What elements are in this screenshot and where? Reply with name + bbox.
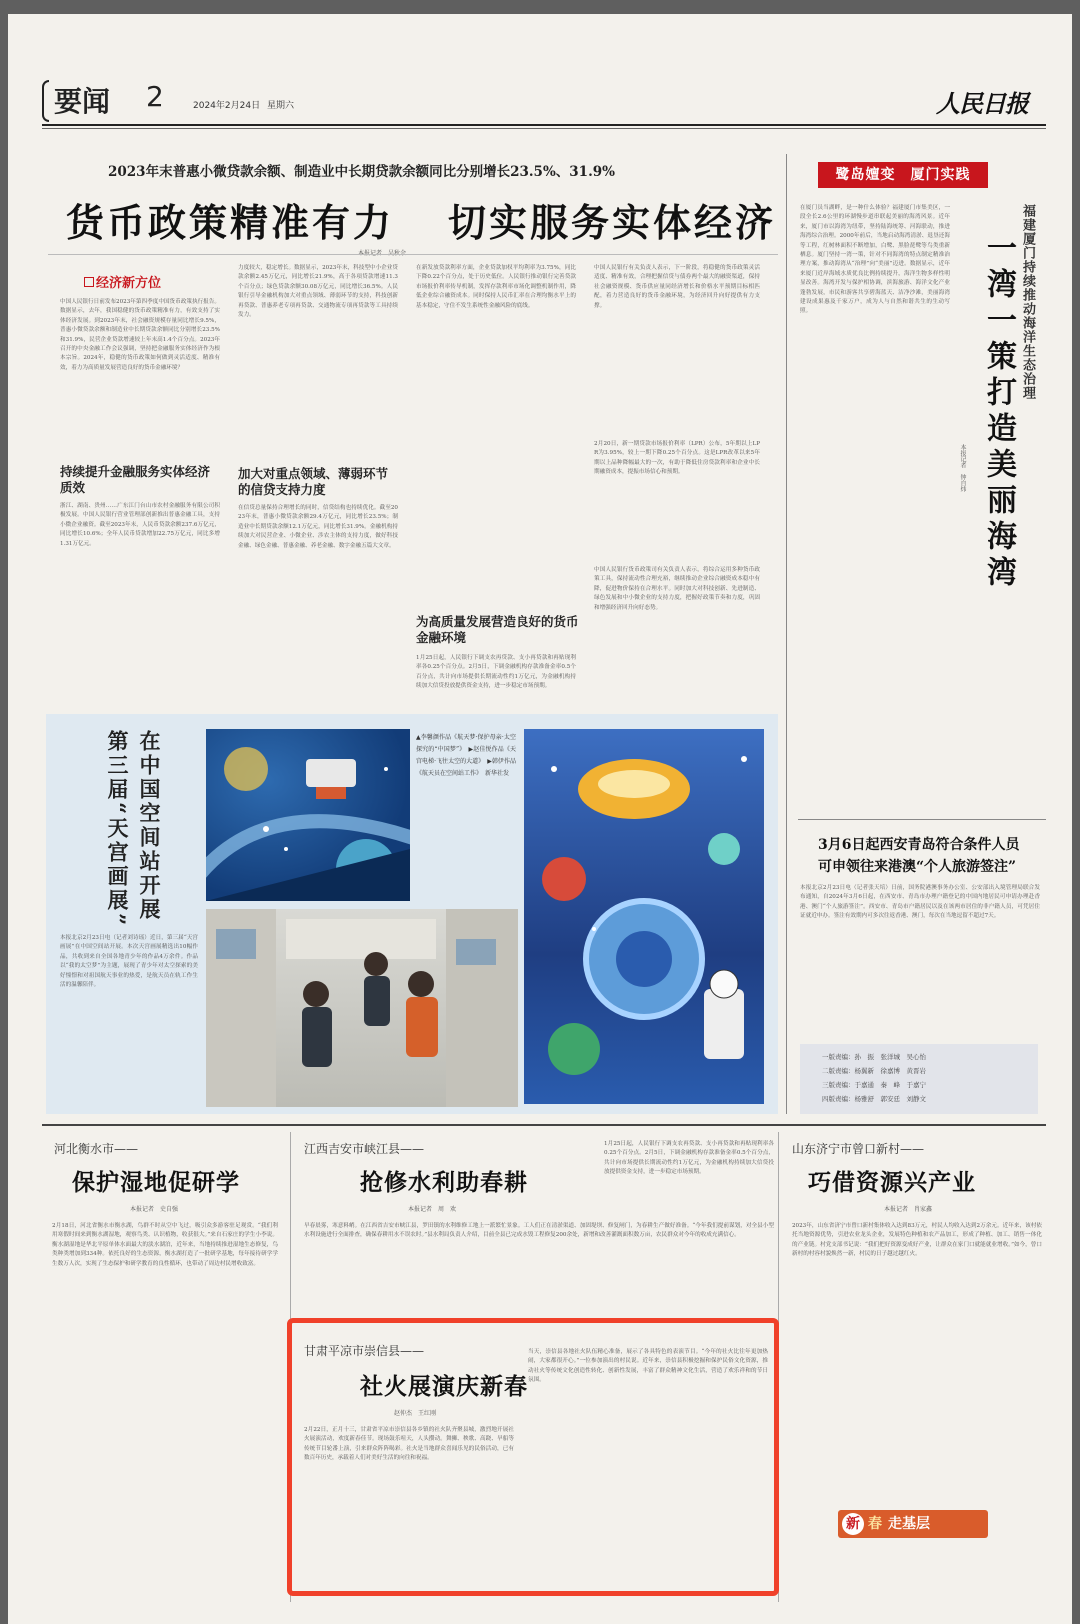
lead-body-col1a: 中国人民银行日前发布2023年第四季度中国货币政策执行报告。数据显示，去年，我国稳健的货币政策精准有力，有效支持了实体经济发展。到2023年末，社会融资规模存量同比增长9.5%，普惠小微贷款余额和制造业中长期贷款余额同比分别增长23.5%和31.9%，民营企业贷款增速较上年末高1.4个百分点。2023年召开的中央金融工作会议强调，坚持把金融服务实体经济作为根本宗旨。2024年，稳健的货币政策如何做到灵活适度、精准有效，着力为高质量发展营造良好的货币金融环境？ bbox=[60, 299, 220, 371]
art-title-main: 在中国空间站开展 bbox=[137, 730, 162, 922]
column-tag-icon bbox=[84, 277, 94, 287]
badge-char-2: 春 bbox=[868, 1516, 882, 1532]
lead-body-col3b: 1月25日起，人民银行下调支农再贷款、支小再贷款和再贴现利率各0.25个百分点。2月5日，下调金融机构存款准备金率0.5个百分点，共计向市场提供长期流动性约1万亿元，为金融机构持续加大信贷投放提供资金支持，进一步稳定市场预期。 bbox=[416, 655, 576, 690]
art-title-sub: 第三届“天宫画展” bbox=[105, 730, 130, 929]
lead-subhead-1: 持续提升金融服务实体经济质效 bbox=[60, 464, 211, 495]
story-c-headline: 巧借资源兴产业 bbox=[808, 1169, 976, 1196]
story-a-body: 2月18日，河北省衡水市衡水湖，鸟群不时从空中飞过，吸引众多游客驻足观赏。“我们利用寒假时间来到衡水湖湿地，观察鸟类、认识植物，收获很大。”来自石家庄的学生小李说。衡水湖湿地是华北平原单体水面最大的淡水湖泊，近年来，当地持续推进湿地生态修复，鸟类种类增加到334种。依托良好的生态资源，衡水湖打造了一批研学基地，每年接待研学学生数万人次，实现了生态保护和研学教育的良性循环，也带动了周边村民增收致富。 bbox=[52, 1223, 278, 1267]
story-d-byline: 赵仲杰 王红刚 bbox=[394, 1410, 437, 1417]
story-a-byline: 本报记者 史自强 bbox=[130, 1206, 179, 1213]
highlight-box bbox=[287, 1318, 779, 1596]
story-c-region: 山东济宁市曾口新村—— bbox=[792, 1142, 925, 1156]
lead-headline-right: 切实服务实体经济 bbox=[448, 200, 777, 245]
story-d-body-1: 2月22日，正月十三，甘肃省平凉市崇信县各乡镇的社火队齐聚县城，激烈地开展社火展演活动，欢度新春佳节。现场鼓乐喧天，人头攒动。舞狮、秧歌、高跷、旱船等传统节目轮番上演，引来群众阵阵喝彩。社火是当地群众喜闻乐见的民俗活动，已有数百年历史，承载着人们对美好生活的向往和祝福。 bbox=[304, 1427, 514, 1462]
lead-body-col4b: 2月20日，新一期贷款市场报价利率（LPR）公布，5年期以上LPR为3.95%，较上一期下降0.25个百分点。这是LPR改革以来5年期以上品种降幅最大的一次，有助于降低住房贷款利率和企业中长期融资成本，提振市场信心和预期。 bbox=[594, 441, 760, 476]
editors-box bbox=[800, 1044, 1038, 1114]
masthead-rule bbox=[42, 124, 1046, 126]
visa-top-rule bbox=[798, 819, 1046, 820]
editors-line-1: 一版责编：孙 振 张洋城 吴心怡 bbox=[822, 1053, 926, 1061]
story-d-body-2: 当天，崇信县各地社火队伍精心准备，展示了各具特色的表演节目。“今年的社火比往年更加热闹，大家都很开心。”一位参加演出的村民说。近年来，崇信县积极挖掘和保护民俗文化资源，推动社火等传统文化创造性转化、创新性发展，丰富了群众精神文化生活，营造了欢乐祥和的节日氛围。 bbox=[528, 1349, 768, 1384]
story-a-region: 河北衡水市—— bbox=[54, 1142, 139, 1156]
date-text: 2024年2月24日 bbox=[193, 101, 261, 111]
painting-astronaut-station-art bbox=[524, 729, 764, 1104]
masthead-bracket bbox=[42, 80, 49, 122]
section-title: 要闻 bbox=[54, 85, 111, 118]
story-c-byline: 本报记者 肖家鑫 bbox=[884, 1206, 933, 1213]
lead-body-col2b: 在信贷总量保持合理增长的同时，信贷结构也持续优化。截至2023年末，普惠小微贷款余额29.4万亿元，同比增长23.5%；制造业中长期贷款余额12.1万亿元，同比增长31.9%。金融机构持续加大对民营企业、小微企业、涉农主体的支持力度，做好科技金融、绿色金融、普惠金融、养老金融、数字金融五篇大文章。 bbox=[238, 505, 398, 549]
lead-body-col4c: 中国人民银行货币政策司有关负责人表示，将综合运用多种货币政策工具，保持流动性合理充裕，继续推动企业综合融资成本稳中有降，促进物价保持在合理水平。同时加大对科技创新、先进制造、绿色发展和中小微企业的支持力度，把握好政策节奏和力度，巩固和增强经济回升向好态势。 bbox=[594, 567, 760, 611]
lead-headline-left: 货币政策精准有力 bbox=[66, 200, 395, 245]
story-a-headline: 保护湿地促研学 bbox=[72, 1169, 240, 1196]
feature-kicker: 福建厦门持续推动海洋生态治理 bbox=[1020, 204, 1035, 400]
editors-line-4: 四版责编：杨雅舒 郭安廷 刘静文 bbox=[822, 1095, 926, 1103]
story-b-headline: 抢修水利助春耕 bbox=[360, 1169, 528, 1196]
story-b-region: 江西吉安市峡江县—— bbox=[304, 1142, 425, 1156]
newspaper-page bbox=[8, 14, 1072, 1624]
badge-char-1: 新 bbox=[842, 1513, 864, 1535]
lead-kicker: 2023年末普惠小微贷款余额、制造业中长期贷款余额同比分别增长23.5%、31.9% bbox=[108, 164, 615, 180]
lead-byline-rule bbox=[48, 254, 778, 255]
story-b-byline: 本报记者 周 欢 bbox=[408, 1206, 457, 1213]
painting-astronaut-station bbox=[524, 729, 764, 1104]
story-d-headline: 社火展演庆新春 bbox=[360, 1373, 528, 1400]
badge-char-3: 走基层 bbox=[888, 1516, 930, 1532]
masthead-rule-thin bbox=[42, 128, 1046, 129]
story-d-region: 甘肃平凉市崇信县—— bbox=[304, 1344, 425, 1358]
lead-body-col2a: 力度较大，稳定增长。数据显示，2023年末，科技型中小企业贷款余额2.45万亿元，同比增长21.9%，高于各项贷款增速11.3个百分点；绿色贷款余额30.08万亿元，同比增长36.5%。人民银行引导金融机构加大对重点领域、薄弱环节的支持，科技创新再贷款、普惠养老专项再贷款、交通物流专项再贷款等工具持续发力。 bbox=[238, 265, 398, 319]
story-b-body: 早春晨雾，寒意料峭。在江西省吉安市峡江县，罗田镇的水利维修工地上一派繁忙景象。工人们正在清淤渠道、加固堤坝、修复闸门，为春耕生产做好准备。“今年我们提前谋划，对全县小型水利设施进行全面排查，确保春耕用水不误农时。”县水利局负责人介绍，目前全县已完成水毁工程修复200余处，新增和改善灌溉面积数万亩，农民群众对今年的收成充满信心。 bbox=[304, 1223, 774, 1239]
art-caption: ▲李馨颜作品《航天梦·保护母亲·太空探究的“中国梦”》 ▶赵佳悦作品《天宫电梯·飞往太空的大道》 ▶韩伊作品《航天员在空间站工作》 新华社发 bbox=[416, 734, 516, 777]
feature-banner: 鹭岛嬗变 厦门实践 bbox=[818, 162, 988, 188]
newspaper-logo: 人民日报 bbox=[936, 89, 1028, 118]
feature-body: 在厦门员当湖畔，是一种什么体验？福建厦门市集美区，一段全长2.6公里的环湖慢步道串联起美丽的海湾风景。近年来，厦门市以海湾为纽带，坚持陆海统筹、河海联动，推进海湾综合治理。2000年前后，当地启动海湾清淤、退垦还海等工程，红树林面积不断增加，白鹭、黑脸琵鹭等鸟类重新栖息。厦门坚持一湾一策，针对不同海湾的特点制定精准治理方案，推动海湾从“治理”向“美丽”迈进。数据显示，近年来厦门近岸海域水质优良比例持续提升，海洋生物多样性明显改善。海湾开发与保护相协调，滨海旅游、海洋文化产业蓬勃发展，市民和游客共享碧海蓝天、洁净沙滩，美丽海湾建设成果惠及千家万户，成为人与自然和谐共生的生动写照。 bbox=[800, 205, 950, 315]
right-column-rule bbox=[786, 154, 787, 1114]
photo-astronauts bbox=[206, 909, 518, 1107]
editors-line-3: 三版责编：于嘉通 秦 峰 于嘉宁 bbox=[822, 1081, 926, 1089]
column-badge bbox=[838, 1510, 988, 1538]
lead-body-col1b: 浙江、湖南、贵州……广东江门台山市农村金融服务有限公司积极发展。中国人民银行营业管理部创新推出普惠金融工具，支持小微企业融资。截至2023年末，人民币贷款余额237.6万亿元，同比增长10.6%；全年人民币贷款增加22.75万亿元，同比多增1.31万亿元。 bbox=[60, 503, 220, 547]
painting-space-elevator-art bbox=[206, 729, 410, 901]
feature-headline: 一湾一策打造美丽海湾 bbox=[981, 232, 1016, 592]
lead-body-col3a: 在新发放贷款利率方面，企业贷款加权平均利率为3.75%，同比下降0.22个百分点，处于历史低位。人民银行推动银行完善贷款市场报价利率传导机制，发挥存款利率市场化调整机制作用，降低企业综合融资成本。同时保持人民币汇率在合理均衡水平上的基本稳定，守住不发生系统性金融风险的底线。 bbox=[416, 265, 576, 309]
art-body: 本报北京2月23日电（记者刘诗瑶）近日，第三届“天宫画展”在中国空间站开展。本次天宫画展精选出10幅作品，共收到来自全国各地青少年的作品4万余件。作品以“我的太空梦”为主题，展现了青少年对太空探索的美好憧憬和对祖国航天事业的热爱，是航天员在轨工作生活的温馨陪伴。 bbox=[60, 935, 198, 989]
bottom-section-rule bbox=[42, 1124, 1046, 1126]
column-tag bbox=[84, 272, 161, 291]
lead-byline bbox=[358, 248, 406, 257]
lead-subhead-2: 加大对重点领域、薄弱环节的信贷支持力度 bbox=[238, 466, 389, 497]
page-number: 2 bbox=[146, 80, 164, 113]
column-tag-text: 经济新方位 bbox=[96, 276, 162, 291]
visa-body: 本报北京2月23日电（记者张天培）日前，国务院港澳事务办公室、公安部出入境管理局联合发布通知，自2024年3月6日起，在西安市、青岛市办理户籍登记的中国内地居民可申请办理赴香港、澳门“个人旅游签注”。西安市、青岛市户籍居民以及在该两市居住的非户籍人员，可凭居住证就近申办。签注有效期内可多次往返香港、澳门，每次在当地逗留不超过7天。 bbox=[800, 885, 1040, 920]
painting-space-elevator bbox=[206, 729, 410, 901]
visa-headline-2: 可申领往来港澳“个人旅游签注” bbox=[818, 859, 1017, 875]
issue-date bbox=[193, 98, 294, 111]
photo-astronauts-art bbox=[206, 909, 518, 1107]
lead-subhead-3: 为高质量发展营造良好的货币金融环境 bbox=[416, 614, 579, 645]
weekday-text: 星期六 bbox=[266, 101, 294, 111]
story-b-body-right: 1月25日起，人民银行下调支农再贷款、支小再贷款和再贴现利率各0.25个百分点。2月5日，下调金融机构存款准备金率0.5个百分点，共计向市场提供长期流动性约1万亿元，为金融机构持续加大信贷投放提供资金支持，进一步稳定市场预期。 bbox=[604, 1141, 774, 1176]
lead-body-col4a: 中国人民银行有关负责人表示，下一阶段，将稳健的货币政策灵活适度、精准有效，合理把握信贷与债券两个最大的融资渠道，保持社会融资规模、货币供应量同经济增长和价格水平预期目标相匹配，着力营造良好的货币金融环境，为经济回升向好提供有力支撑。 bbox=[594, 265, 760, 309]
visa-headline-1: 3月6日起西安青岛符合条件人员 bbox=[818, 837, 1020, 853]
editors-line-2: 二版责编：杨翼新 徐嘉博 黄晋岩 bbox=[822, 1067, 926, 1075]
feature-byline: 本报记者 钟自炜 bbox=[959, 444, 966, 492]
story-c-body: 2023年，山东省济宁市曾口新村集体收入达到83万元，村民人均收入达到2万余元。近年来，该村依托当地资源优势，引进农业龙头企业，发展特色种植和农产品加工，形成了种植、加工、销售一体化的产业链。村党支部书记说：“我们把好资源变成好产业，让群众在家门口就能就业增收。”如今，曾口新村的村容村貌焕然一新，村民的日子越过越红火。 bbox=[792, 1223, 1042, 1258]
